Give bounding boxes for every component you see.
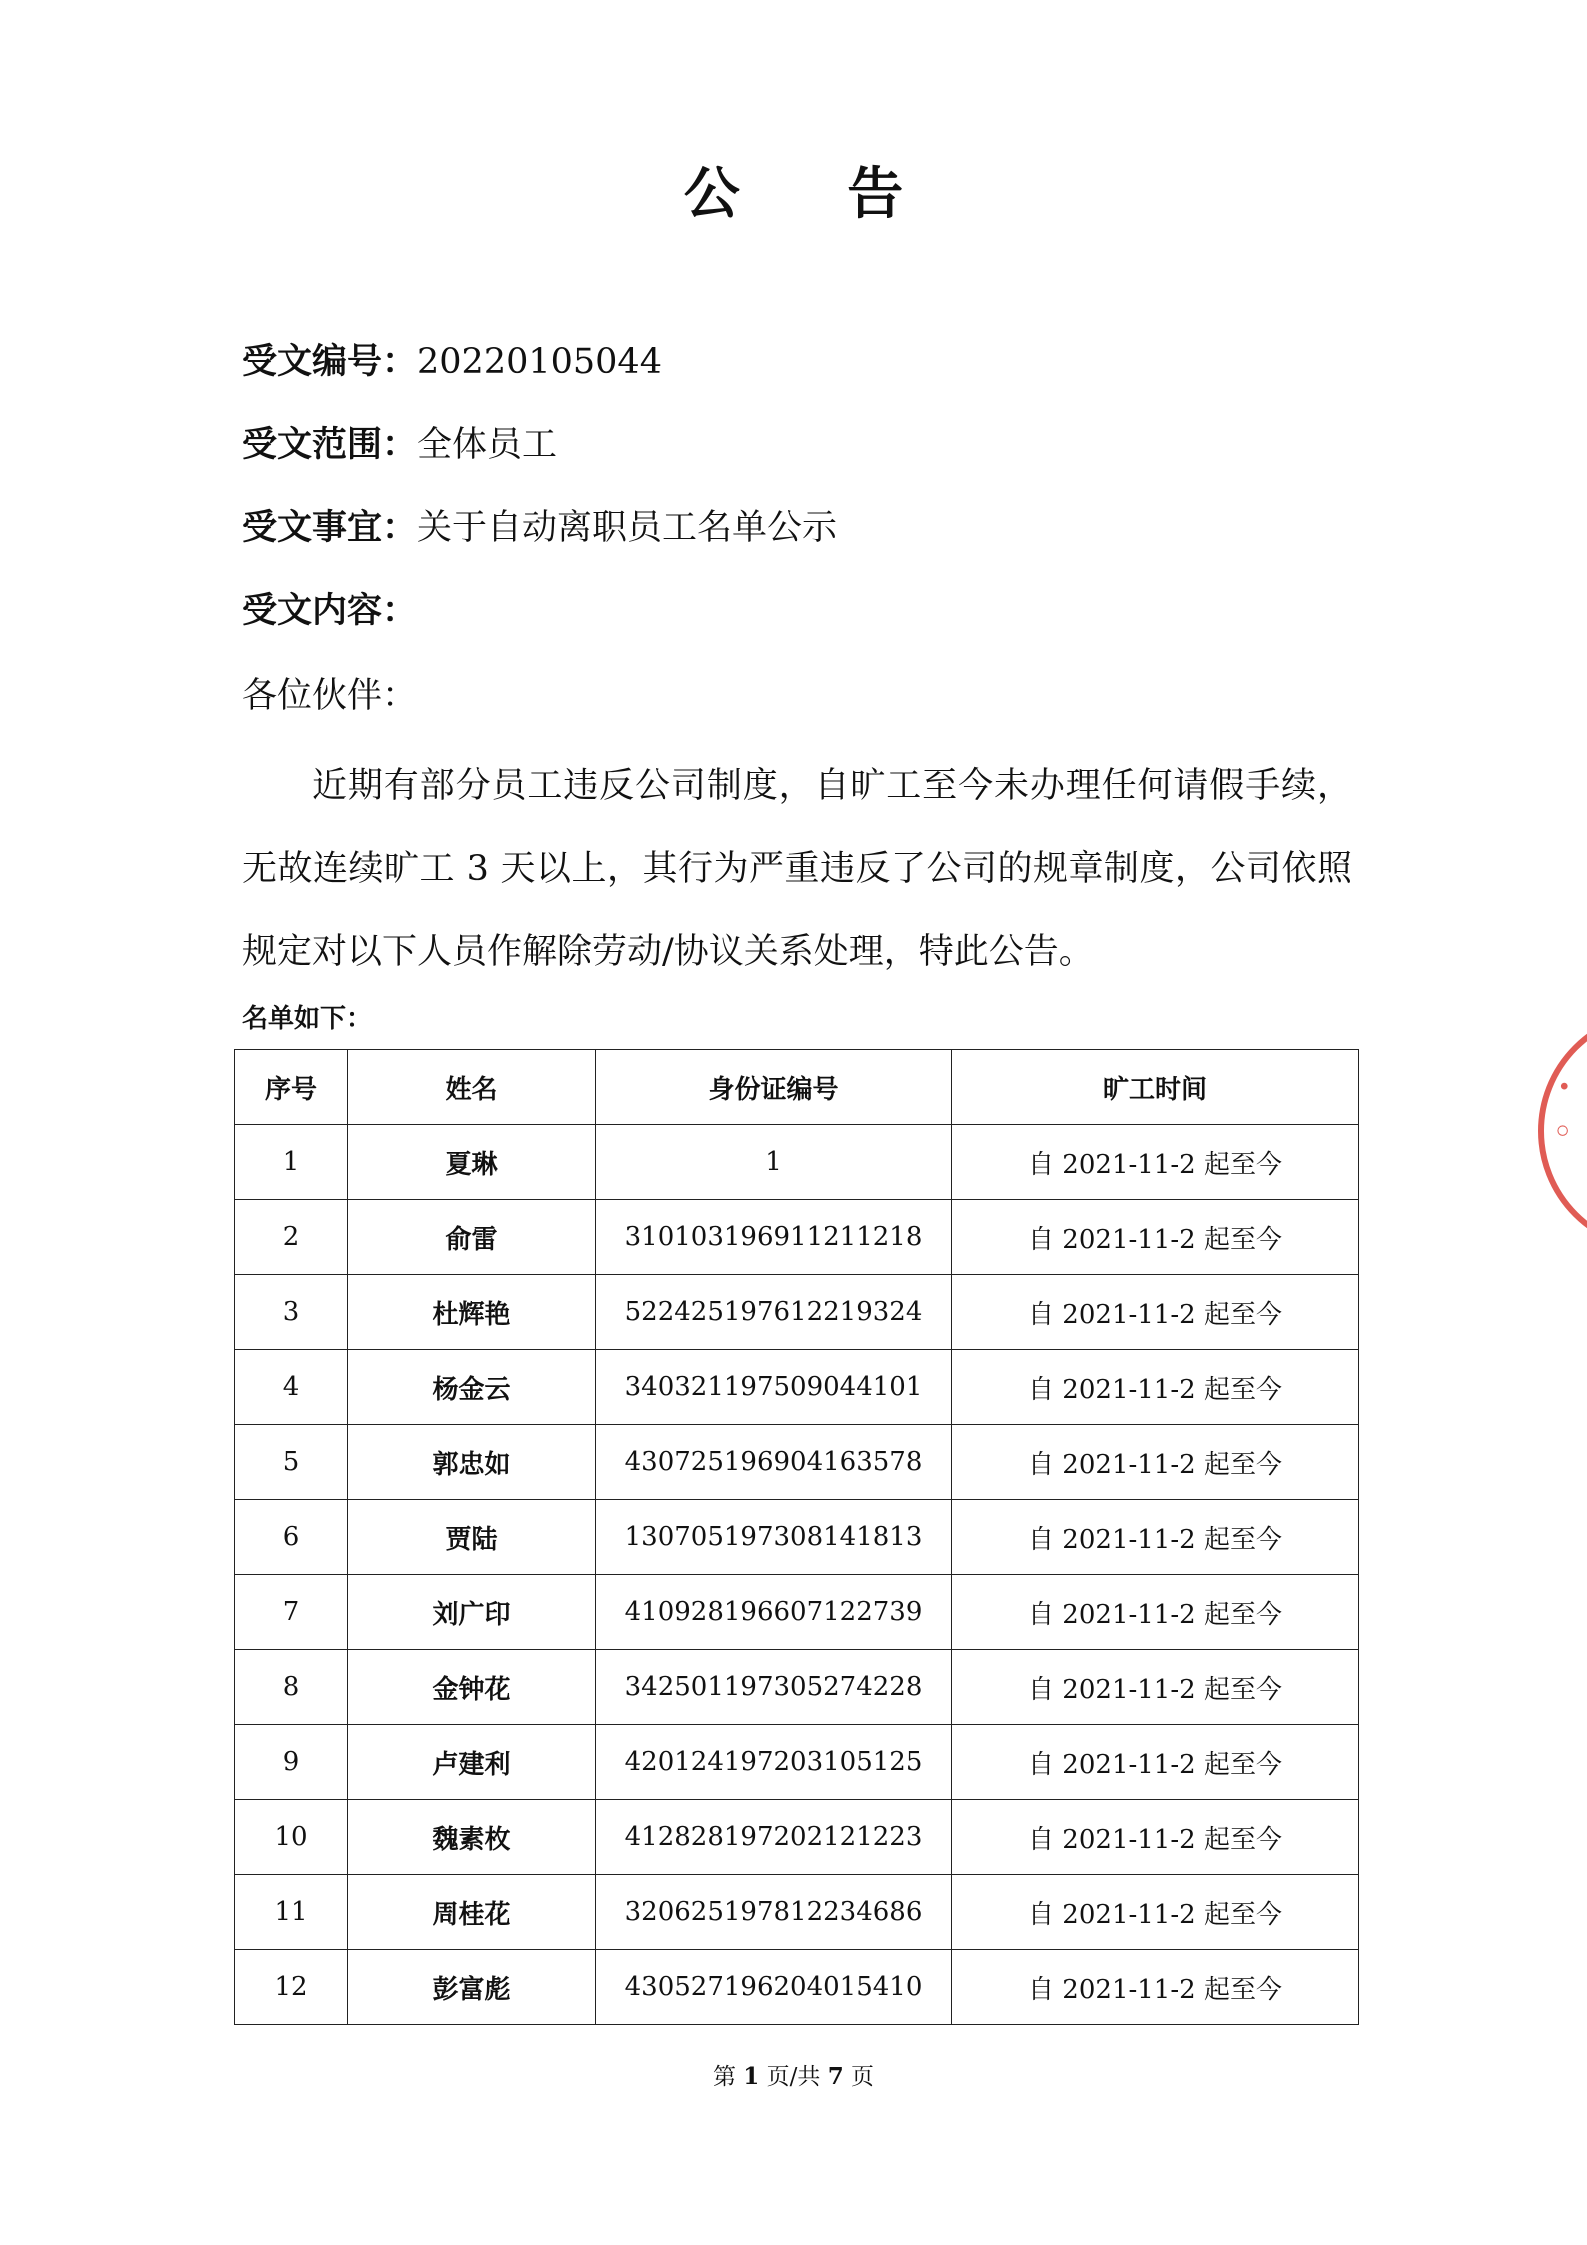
cell-name: 郭忠如 [348,1425,596,1500]
footer-total: 7 [827,2063,844,2090]
cell-name: 杜辉艳 [348,1275,596,1350]
cell-index: 4 [235,1350,348,1425]
cell-absence-time: 自 2021-11-2 起至今 [952,1650,1359,1725]
table-row [235,1650,1359,1725]
notice-paragraph: 近期有部分员工违反公司制度，自旷工至今未办理任何请假手续，无故连续旷工 3 天以上，其行为严重违反了公司的规章制度，公司依照规定对以下人员作解除劳动/协议关系处理，特此公告。 [242,766,1352,972]
cell-id-number: 410928196607122739 [596,1575,952,1650]
table-body [235,1125,1359,2025]
cell-name: 周桂花 [348,1875,596,1950]
table-row [235,1950,1359,2025]
table-row [235,1200,1359,1275]
meta-doc-number [242,337,662,387]
cell-index: 11 [235,1875,348,1950]
table-row [235,1350,1359,1425]
cell-absence-time: 自 2021-11-2 起至今 [952,1875,1359,1950]
cell-absence-time: 自 2021-11-2 起至今 [952,1950,1359,2025]
cell-absence-time: 自 2021-11-2 起至今 [952,1725,1359,1800]
meta-label: 受文内容： [242,590,418,631]
cell-id-number: 342501197305274228 [596,1650,952,1725]
header-absence-time: 旷工时间 [952,1050,1359,1125]
cell-name: 金钟花 [348,1650,596,1725]
table-row [235,1725,1359,1800]
cell-id-number: 412828197202121223 [596,1800,952,1875]
employee-table [234,1049,1359,2025]
meta-value: 关于自动离职员工名单公示 [417,508,838,548]
cell-absence-time: 自 2021-11-2 起至今 [952,1425,1359,1500]
greeting: 各位伙伴： [242,676,418,716]
header-id-number: 身份证编号 [596,1050,952,1125]
table-row [235,1875,1359,1950]
cell-id-number: 430527196204015410 [596,1950,952,2025]
cell-name: 杨金云 [348,1350,596,1425]
table-header-row [235,1050,1359,1125]
cell-index: 3 [235,1275,348,1350]
table-row [235,1500,1359,1575]
cell-id-number: 320625197812234686 [596,1875,952,1950]
cell-index: 7 [235,1575,348,1650]
meta-label: 受文范围： [242,424,418,465]
cell-name: 刘广印 [348,1575,596,1650]
meta-label: 受文编号： [242,341,418,382]
footer-suffix: 页 [851,2064,875,2090]
cell-id-number: 430725196904163578 [596,1425,952,1500]
cell-id-number: 522425197612219324 [596,1275,952,1350]
cell-absence-time: 自 2021-11-2 起至今 [952,1275,1359,1350]
footer-page: 1 [743,2063,760,2090]
table-row [235,1275,1359,1350]
cell-name: 彭富彪 [348,1950,596,2025]
red-seal-stamp: · ◦ [1538,1010,1587,1252]
cell-name: 夏琳 [348,1125,596,1200]
meta-content [242,586,417,636]
table-row [235,1425,1359,1500]
header-name: 姓名 [348,1050,596,1125]
footer-prefix: 第 [712,2064,736,2090]
meta-label: 受文事宜： [242,507,418,548]
cell-absence-time: 自 2021-11-2 起至今 [952,1800,1359,1875]
cell-name: 魏素枚 [348,1800,596,1875]
header-index: 序号 [235,1050,348,1125]
cell-name: 贾陆 [348,1500,596,1575]
cell-id-number: 340321197509044101 [596,1350,952,1425]
cell-index: 9 [235,1725,348,1800]
document-title: 公 告 [683,161,948,227]
meta-scope [242,420,557,470]
cell-absence-time: 自 2021-11-2 起至今 [952,1125,1359,1200]
meta-value: 20220105044 [417,342,662,382]
cell-index: 10 [235,1800,348,1875]
cell-index: 8 [235,1650,348,1725]
table-row [235,1800,1359,1875]
table-row [235,1125,1359,1200]
meta-subject [242,503,837,553]
cell-name: 卢建利 [348,1725,596,1800]
cell-index: 5 [235,1425,348,1500]
cell-absence-time: 自 2021-11-2 起至今 [952,1575,1359,1650]
cell-index: 12 [235,1950,348,2025]
cell-index: 1 [235,1125,348,1200]
footer-mid: 页/共 [766,2064,821,2090]
cell-name: 俞雷 [348,1200,596,1275]
list-heading: 名单如下： [242,1004,373,1034]
table-row [235,1575,1359,1650]
cell-absence-time: 自 2021-11-2 起至今 [952,1350,1359,1425]
page-footer [0,2058,1587,2091]
meta-value: 全体员工 [417,425,558,465]
cell-id-number: 310103196911211218 [596,1200,952,1275]
cell-absence-time: 自 2021-11-2 起至今 [952,1500,1359,1575]
cell-index: 6 [235,1500,348,1575]
cell-id-number: 420124197203105125 [596,1725,952,1800]
cell-id-number: 130705197308141813 [596,1500,952,1575]
cell-index: 2 [235,1200,348,1275]
cell-id-number: 1 [596,1125,952,1200]
cell-absence-time: 自 2021-11-2 起至今 [952,1200,1359,1275]
